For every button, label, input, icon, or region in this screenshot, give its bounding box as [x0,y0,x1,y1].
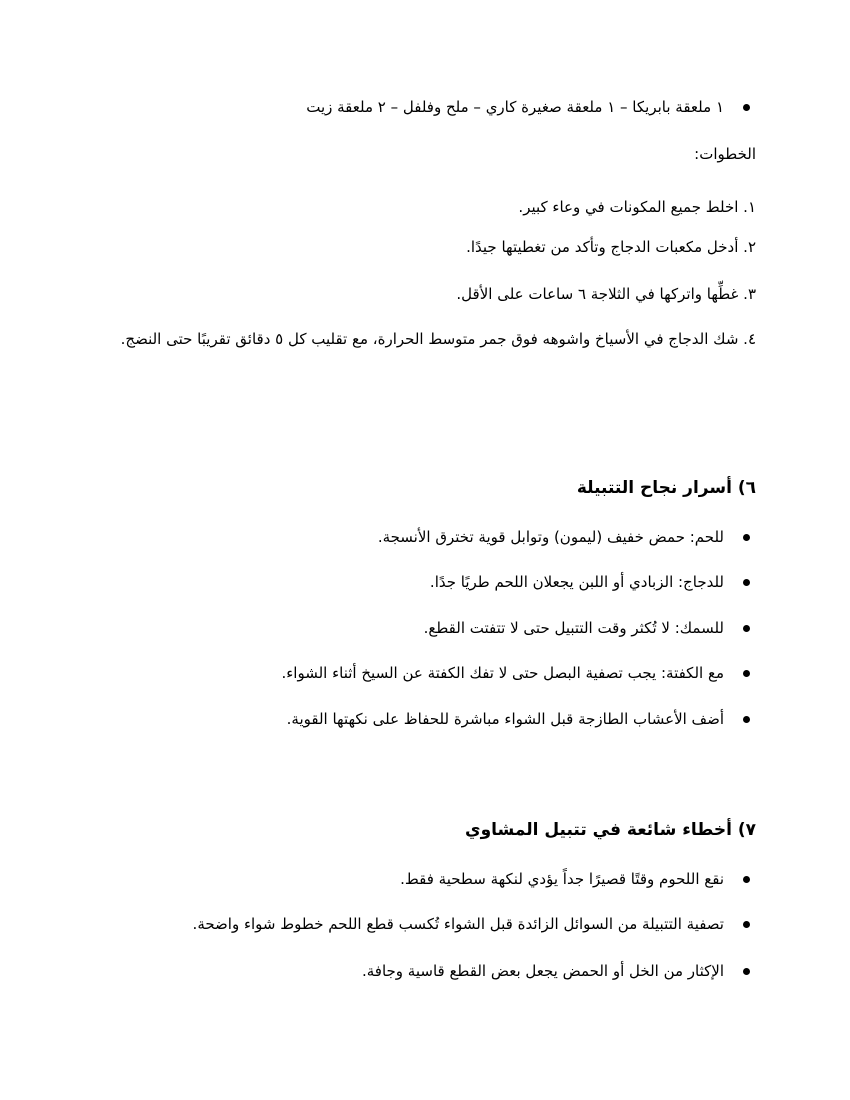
list-item-text: أضف الأعشاب الطازجة قبل الشواء مباشرة للحفاظ على نكهتها القوية. [286,710,724,728]
step-item-2: ٢. أدخل مكعبات الدجاج وتأكد من تغطيتها جيدًا. [466,238,756,256]
list-item-text: للدجاج: الزبادي أو اللبن يجعلان اللحم طريًا جدًا. [429,573,724,591]
bullet-icon [743,534,750,541]
section-heading-secrets: ٦) أسرار نجاح التتبيلة [576,478,756,498]
list-item [378,526,756,548]
ingredients-text: ١ ملعقة بابريكا – ١ ملعقة صغيرة كاري – ملح وفلفل – ٢ ملعقة زيت [306,98,724,116]
list-item [281,662,756,684]
bullet-icon [743,104,750,111]
list-item [362,960,756,982]
bullet-icon [743,968,750,975]
list-item-text: مع الكفتة: يجب تصفية البصل حتى لا تفك الكفتة عن السيخ أثناء الشواء. [281,664,724,682]
bullet-icon [743,670,750,677]
list-item [424,617,756,639]
bullet-icon [743,579,750,586]
bullet-icon [743,716,750,723]
step-item-3: ٣. غطِّها واتركها في الثلاجة ٦ ساعات على الأقل. [456,285,756,303]
list-item [193,913,756,935]
step-item-1: ١. اخلط جميع المكونات في وعاء كبير. [518,198,756,216]
step-item-4: ٤. شك الدجاج في الأسياخ واشوهه فوق جمر متوسط الحرارة، مع تقليب كل ٥ دقائق تقريبًا حتى النضج. [120,330,756,348]
section-heading-mistakes: ٧) أخطاء شائعة في تتبيل المشاوي [465,820,756,840]
list-item [287,708,756,730]
list-item-text: تصفية التتبيلة من السوائل الزائدة قبل الشواء تُكسب قطع اللحم خطوط شواء واضحة. [192,915,724,933]
list-item-text: للحم: حمض خفيف (ليمون) وتوابل قوية تخترق الأنسجة. [377,528,724,546]
ingredients-list-item [306,96,756,118]
list-item-text: الإكثار من الخل أو الحمض يجعل بعض القطع قاسية وجافة. [361,962,724,980]
bullet-icon [743,625,750,632]
steps-label: الخطوات: [694,145,756,163]
list-item-text: للسمك: لا تُكثر وقت التتبيل حتى لا تتفتت القطع. [423,619,724,637]
list-item-text: نقع اللحوم وقتًا قصيرًا جداً يؤدي لنكهة سطحية فقط. [400,870,724,888]
list-item [400,868,756,890]
bullet-icon [743,921,750,928]
list-item [430,571,756,593]
bullet-icon [743,876,750,883]
